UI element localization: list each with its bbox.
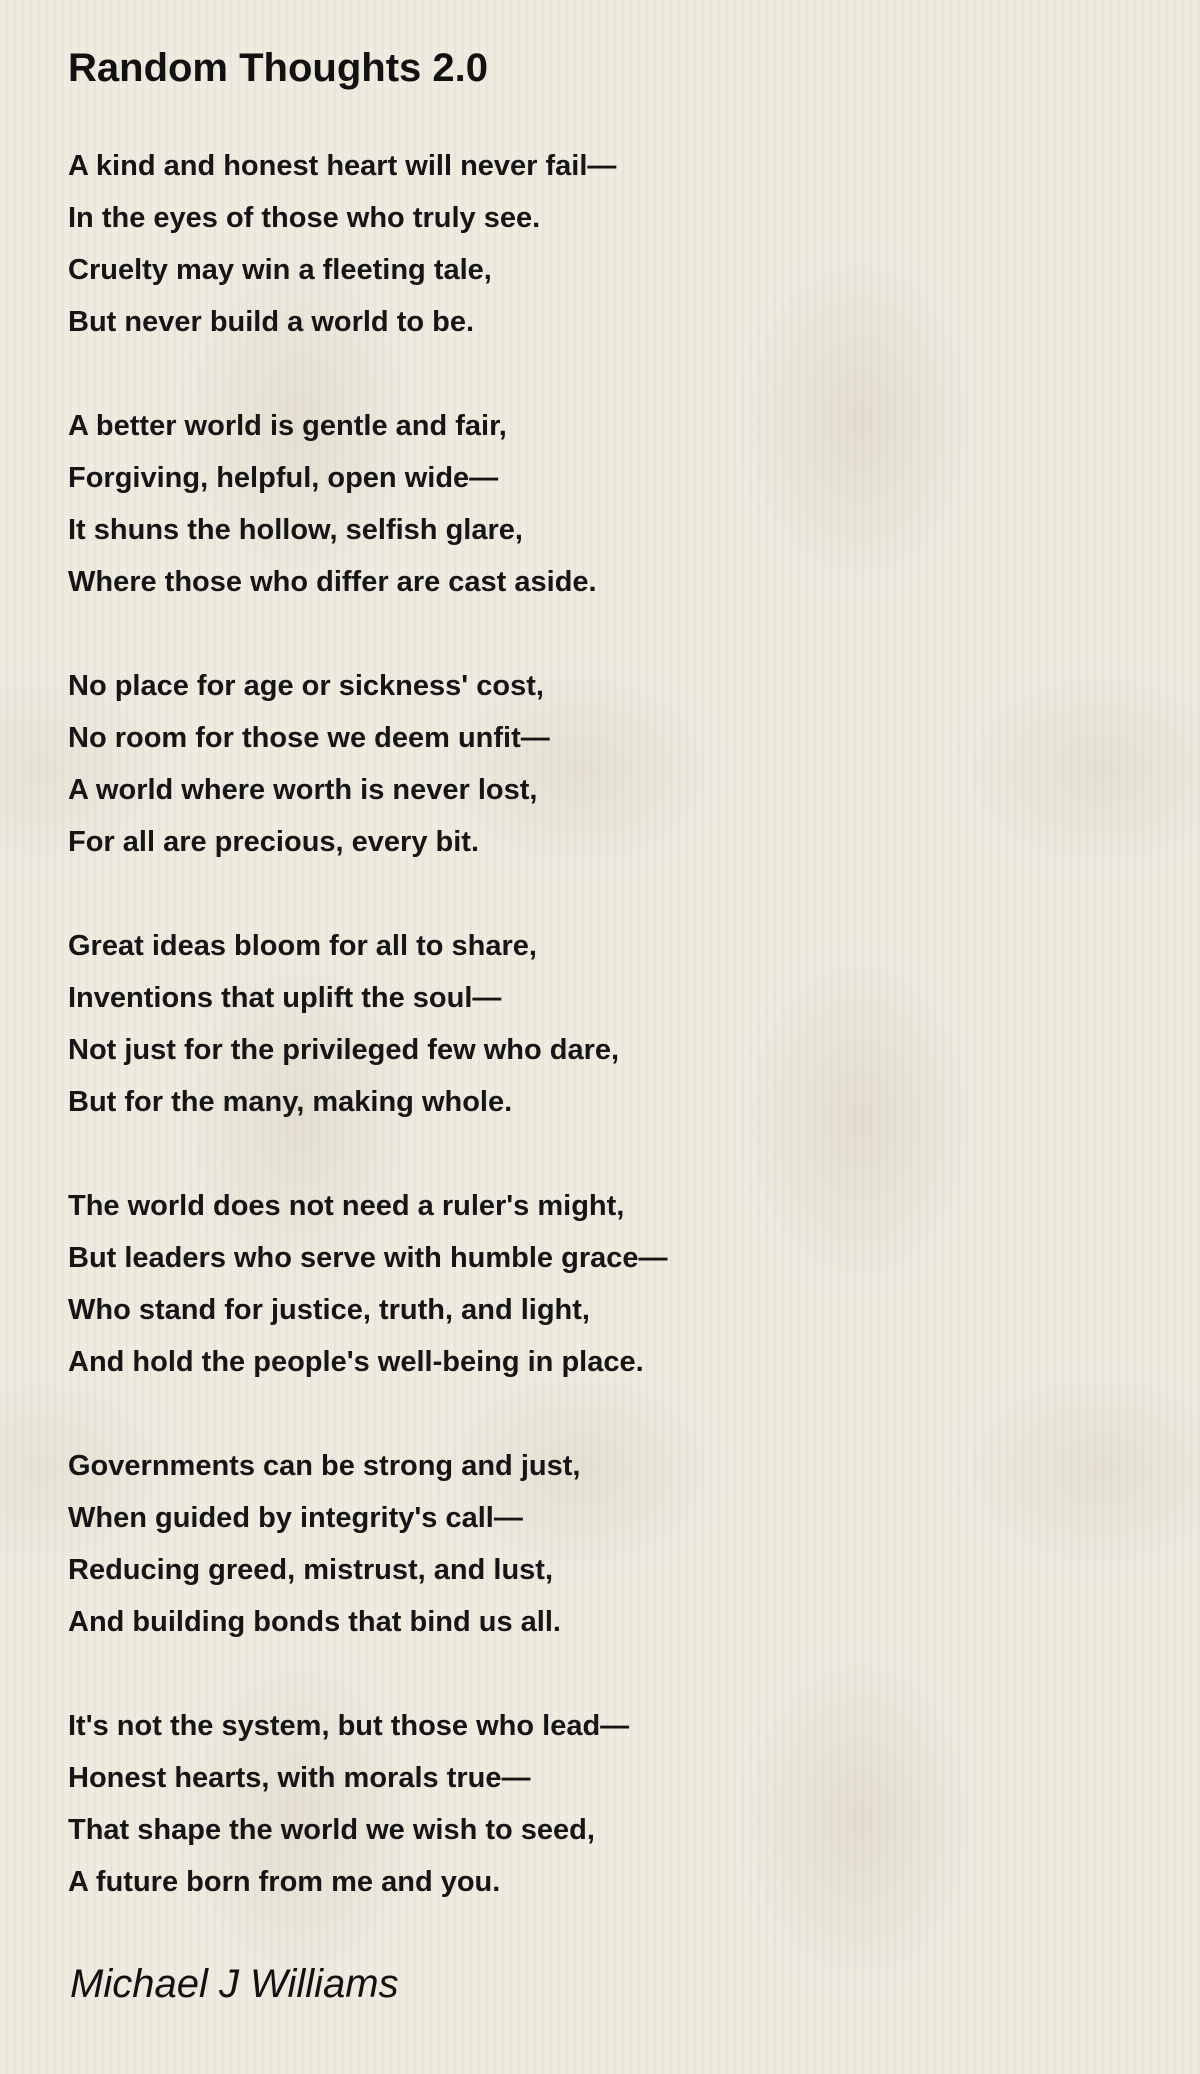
poem-author: Michael J Williams — [70, 1962, 399, 2006]
poem-line: And building bonds that bind us all. — [68, 1606, 561, 1638]
poem-line: Who stand for justice, truth, and light, — [68, 1294, 590, 1326]
poem-line: Great ideas bloom for all to share, — [68, 930, 537, 962]
poem-line: When guided by integrity's call— — [68, 1502, 523, 1534]
stanza-5 — [68, 1180, 1148, 1388]
stanza-6 — [68, 1440, 1148, 1648]
poem-line: A kind and honest heart will never fail— — [68, 150, 617, 182]
poem-line: Honest hearts, with morals true— — [68, 1762, 531, 1794]
poem-line: Reducing greed, mistrust, and lust, — [68, 1554, 554, 1586]
poem-line: In the eyes of those who truly see. — [68, 202, 541, 234]
poem-line: It's not the system, but those who lead— — [68, 1710, 630, 1742]
stanza-2 — [68, 400, 1148, 608]
poem-line: But leaders who serve with humble grace— — [68, 1242, 668, 1274]
poem-body — [68, 140, 1148, 1908]
poem-line: No place for age or sickness' cost, — [68, 670, 544, 702]
poem-line: A future born from me and you. — [68, 1866, 501, 1898]
poem-line: But never build a world to be. — [68, 306, 475, 338]
stanza-7 — [68, 1700, 1148, 1908]
stanza-4 — [68, 920, 1148, 1128]
poem-line: And hold the people's well-being in place. — [68, 1346, 644, 1378]
poem-line: Not just for the privileged few who dare, — [68, 1034, 620, 1066]
poem-title: Random Thoughts 2.0 — [68, 46, 488, 90]
poem-line: Governments can be strong and just, — [68, 1450, 581, 1482]
poem-line: But for the many, making whole. — [68, 1086, 513, 1118]
stanza-3 — [68, 660, 1148, 868]
poem-line: For all are precious, every bit. — [68, 826, 479, 858]
poem-line: Inventions that uplift the soul— — [68, 982, 502, 1014]
poem-line: A world where worth is never lost, — [68, 774, 538, 806]
poem-line: Forgiving, helpful, open wide— — [68, 462, 499, 494]
poem-line: It shuns the hollow, selfish glare, — [68, 514, 523, 546]
poem-line: No room for those we deem unfit— — [68, 722, 550, 754]
poem-line: Cruelty may win a fleeting tale, — [68, 254, 492, 286]
poem-page — [68, 44, 1148, 2008]
stanza-1 — [68, 140, 1148, 348]
poem-line: Where those who differ are cast aside. — [68, 566, 597, 598]
poem-line: That shape the world we wish to seed, — [68, 1814, 595, 1846]
poem-line: The world does not need a ruler's might, — [68, 1190, 625, 1222]
poem-line: A better world is gentle and fair, — [68, 410, 507, 442]
